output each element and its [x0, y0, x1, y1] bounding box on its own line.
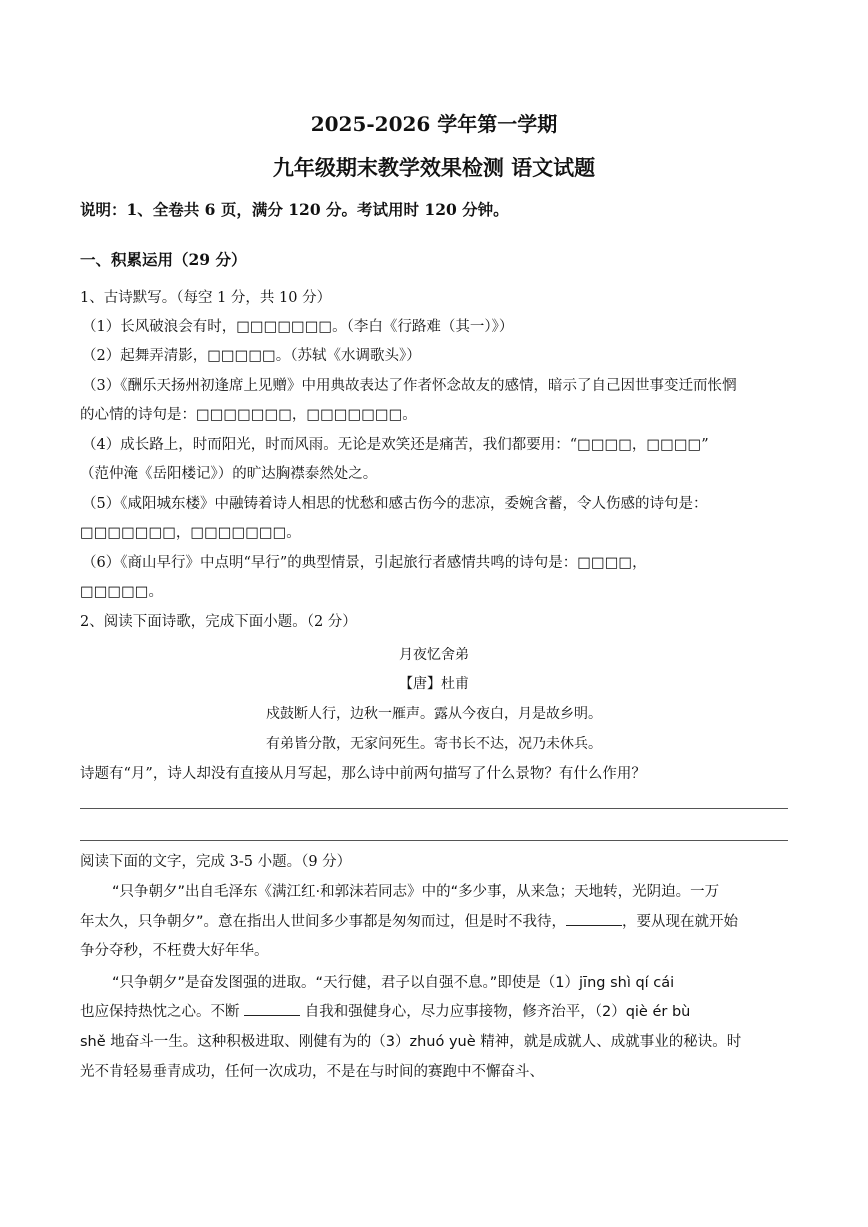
fill-blank[interactable] [244, 1003, 300, 1016]
q1-item-1: （1）长风破浪会有时，□□□□□□□。（李白《行路难（其一）》） [82, 319, 514, 335]
fill-blank[interactable] [566, 913, 622, 926]
q1-stem: 1、古诗默写。（每空 1 分，共 10 分） [80, 290, 332, 306]
q1-item-4-line1: （4）成长路上，时而阳光，时而风雨。无论是欢笑还是痛苦，我们都要用：“□□□□，□□□□” [82, 437, 709, 453]
reading-p1-line2-text-a: 年太久，只争朝夕”。意在指出人世间多少事都是匆匆而过，但是时不我待， [80, 914, 567, 930]
reading-p1-line3: 争分夺秒，不枉费大好年华。 [80, 943, 269, 959]
exam-term-title: 2025-2026 学年第一学期 [310, 112, 558, 136]
exam-instructions: 说明：1、全卷共 6 页，满分 120 分。考试用时 120 分钟。 [80, 200, 509, 219]
reading-p2-line4: 光不肯轻易垂青成功，任何一次成功，不是在与时间的赛跑中不懈奋斗、 [80, 1064, 544, 1080]
q1-item-2: （2）起舞弄清影，□□□□□。（苏轼《水调歌头》） [82, 348, 421, 364]
reading-p2-line2 [80, 1002, 790, 1022]
answer-line[interactable] [80, 808, 788, 809]
reading-p2-line3: shě 地奋斗一生。这种积极进取、刚健有为的（3）zhuó yuè 精神，就是成就人、成就事业的秘诀。时 [80, 1034, 742, 1050]
reading-p2-line2-text-b: 自我和强健身心，尽力应事接物，修齐治平，（2）qiè ér bù [304, 1004, 691, 1020]
answer-line[interactable] [80, 840, 788, 841]
poem-line-2: 有弟皆分散，无家问死生。寄书长不达，况乃未休兵。 [266, 736, 602, 752]
reading-p1-line2 [80, 912, 790, 932]
q1-item-5-line2: □□□□□□□，□□□□□□□。 [80, 525, 301, 541]
exam-main-title: 九年级期末教学效果检测 语文试题 [272, 155, 596, 180]
q2-question: 诗题有“月”，诗人却没有直接从月写起，那么诗中前两句描写了什么景物？有什么作用？ [80, 766, 646, 782]
reading-p2-line1: “只争朝夕”是奋发图强的进取。“天行健，君子以自强不息。”即使是（1）jīng shì qí cái [112, 975, 675, 991]
reading-p2-line2-text-a: 也应保持热忱之心。不断 [80, 1004, 240, 1020]
q2-stem: 2、阅读下面诗歌，完成下面小题。（2 分） [80, 614, 357, 630]
q1-item-3-line1: （3）《酬乐天扬州初逢席上见赠》中用典故表达了作者怀念故友的感情，暗示了自己因世事变迁而怅惘 [82, 378, 737, 394]
reading-p1-line1: “只争朝夕”出自毛泽东《满江红·和郭沫若同志》中的“多少事，从来急；天地转，光阴迫。一万 [112, 884, 720, 900]
q1-item-5-line1: （5）《咸阳城东楼》中融铸着诗人相思的忧愁和感古伤今的悲凉，委婉含蓄，令人伤感的诗句是： [82, 496, 708, 512]
section-heading: 一、积累运用（29 分） [80, 250, 247, 269]
poem-line-1: 戍鼓断人行，边秋一雁声。露从今夜白，月是故乡明。 [266, 706, 602, 722]
q1-item-3-line2: 的心情的诗句是：□□□□□□□，□□□□□□□。 [80, 407, 417, 423]
q1-item-4-line2: （范仲淹《岳阳楼记》）的旷达胸襟泰然处之。 [80, 466, 378, 482]
q1-item-6-line2: □□□□□。 [80, 584, 163, 600]
poem-title: 月夜忆舍弟 [399, 647, 469, 663]
q1-item-6-line1: （6）《商山早行》中点明“早行”的典型情景，引起旅行者感情共鸣的诗句是：□□□□， [82, 555, 647, 571]
poem-author: 【唐】杜甫 [399, 676, 469, 692]
reading-stem: 阅读下面的文字，完成 3-5 小题。（9 分） [80, 854, 352, 870]
reading-p1-line2-text-b: ，要从现在就开始 [622, 914, 739, 930]
